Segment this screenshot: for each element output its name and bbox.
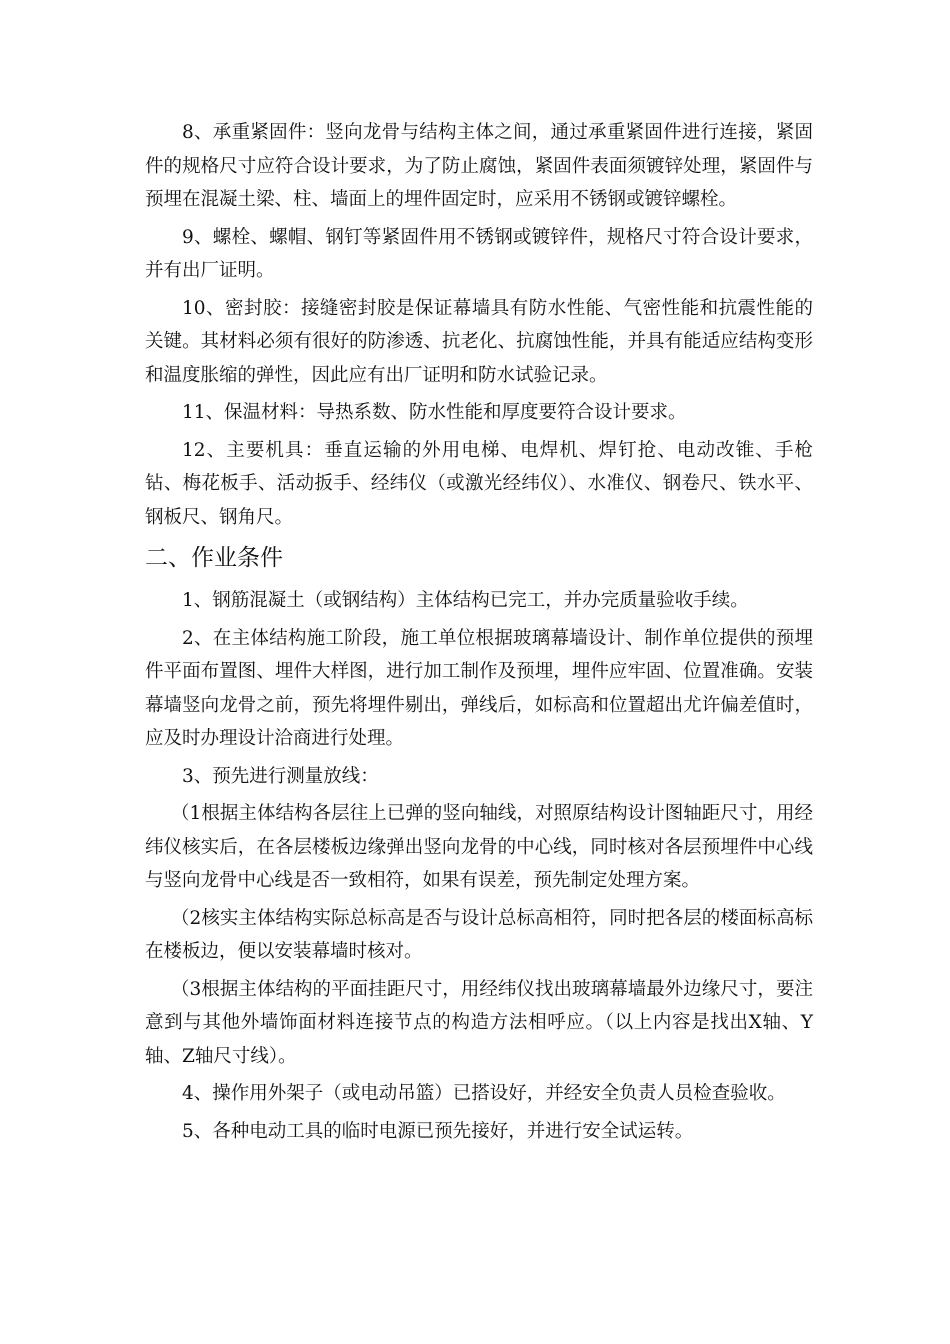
sub-item-1: （1根据主体结构各层往上已弹的竖向轴线，对照原结构设计图轴距尺寸，用经纬仪核实后，在各层楼板边缘弹出竖向龙骨的中心线，同时核对各层预埋件中心线与竖向龙骨中心线是否一致相符，如果有误差，预先制定处理方案。 [145, 803, 813, 891]
condition-item-3: 3、预先进行测量放线： [182, 765, 379, 787]
paragraph-item-9: 9、螺栓、螺帽、钢钉等紧固件用不锈钢或镀锌件，规格尺寸符合设计要求，并有出厂证明。 [145, 226, 813, 281]
paragraph-item-10: 10、密封胶：接缝密封胶是保证幕墙具有防水性能、气密性能和抗震性能的关键。其材料必须有很好的防渗透、抗老化、抗腐蚀性能，并具有能适应结构变形和温度胀缩的弹性，因此应有出厂证明和防水试验记录。 [145, 297, 813, 386]
document-body [145, 116, 813, 1148]
paragraph-item-8: 8、承重紧固件：竖向龙骨与结构主体之间，通过承重紧固件进行连接，紧固件的规格尺寸应符合设计要求，为了防止腐蚀，紧固件表面须镀锌处理，紧固件与预埋在混凝土梁、柱、墙面上的埋件固定时，应采用不锈钢或镀锌螺栓。 [145, 122, 813, 210]
section-heading: 二、作业条件 [145, 545, 283, 571]
paragraph-item-12: 12、主要机具：垂直运输的外用电梯、电焊机、焊钉抢、电动改锥、手枪钻、梅花板手、活动扳手、经纬仪（或激光经纬仪）、水准仪、钢卷尺、铁水平、钢板尺、钢角尺。 [145, 439, 813, 528]
sub-item-3: （3根据主体结构的平面挂距尺寸，用经纬仪找出玻璃幕墙最外边缘尺寸，要注意到与其他外墙饰面材料连接节点的构造方法相呼应。（以上内容是找出X轴、Y轴、Z轴尺寸线）。 [145, 978, 813, 1067]
paragraph-item-11: 11、保温材料：导热系数、防水性能和厚度要符合设计要求。 [182, 402, 687, 423]
condition-item-5: 5、各种电动工具的临时电源已预先接好，并进行安全试运转。 [182, 1120, 694, 1142]
condition-item-1: 1、钢筋混凝土（或钢结构）主体结构已完工，并办完质量验收手续。 [182, 590, 749, 611]
condition-item-4: 4、操作用外架子（或电动吊篮）已搭设好，并经安全负责人员检查验收。 [182, 1083, 786, 1104]
sub-item-2: （2核实主体结构实际总标高是否与设计总标高相符，同时把各层的楼面标高标在楼板边，便以安装幕墙时核对。 [145, 907, 813, 962]
condition-item-2: 2、在主体结构施工阶段，施工单位根据玻璃幕墙设计、制作单位提供的预埋件平面布置图、埋件大样图，进行加工制作及预埋，埋件应牢固、位置准确。安装幕墙竖向龙骨之前，预先将埋件剔出，弹线后，如标高和位置超出尤许偏差值时，应及时办理设计洽商进行处理。 [145, 627, 813, 749]
